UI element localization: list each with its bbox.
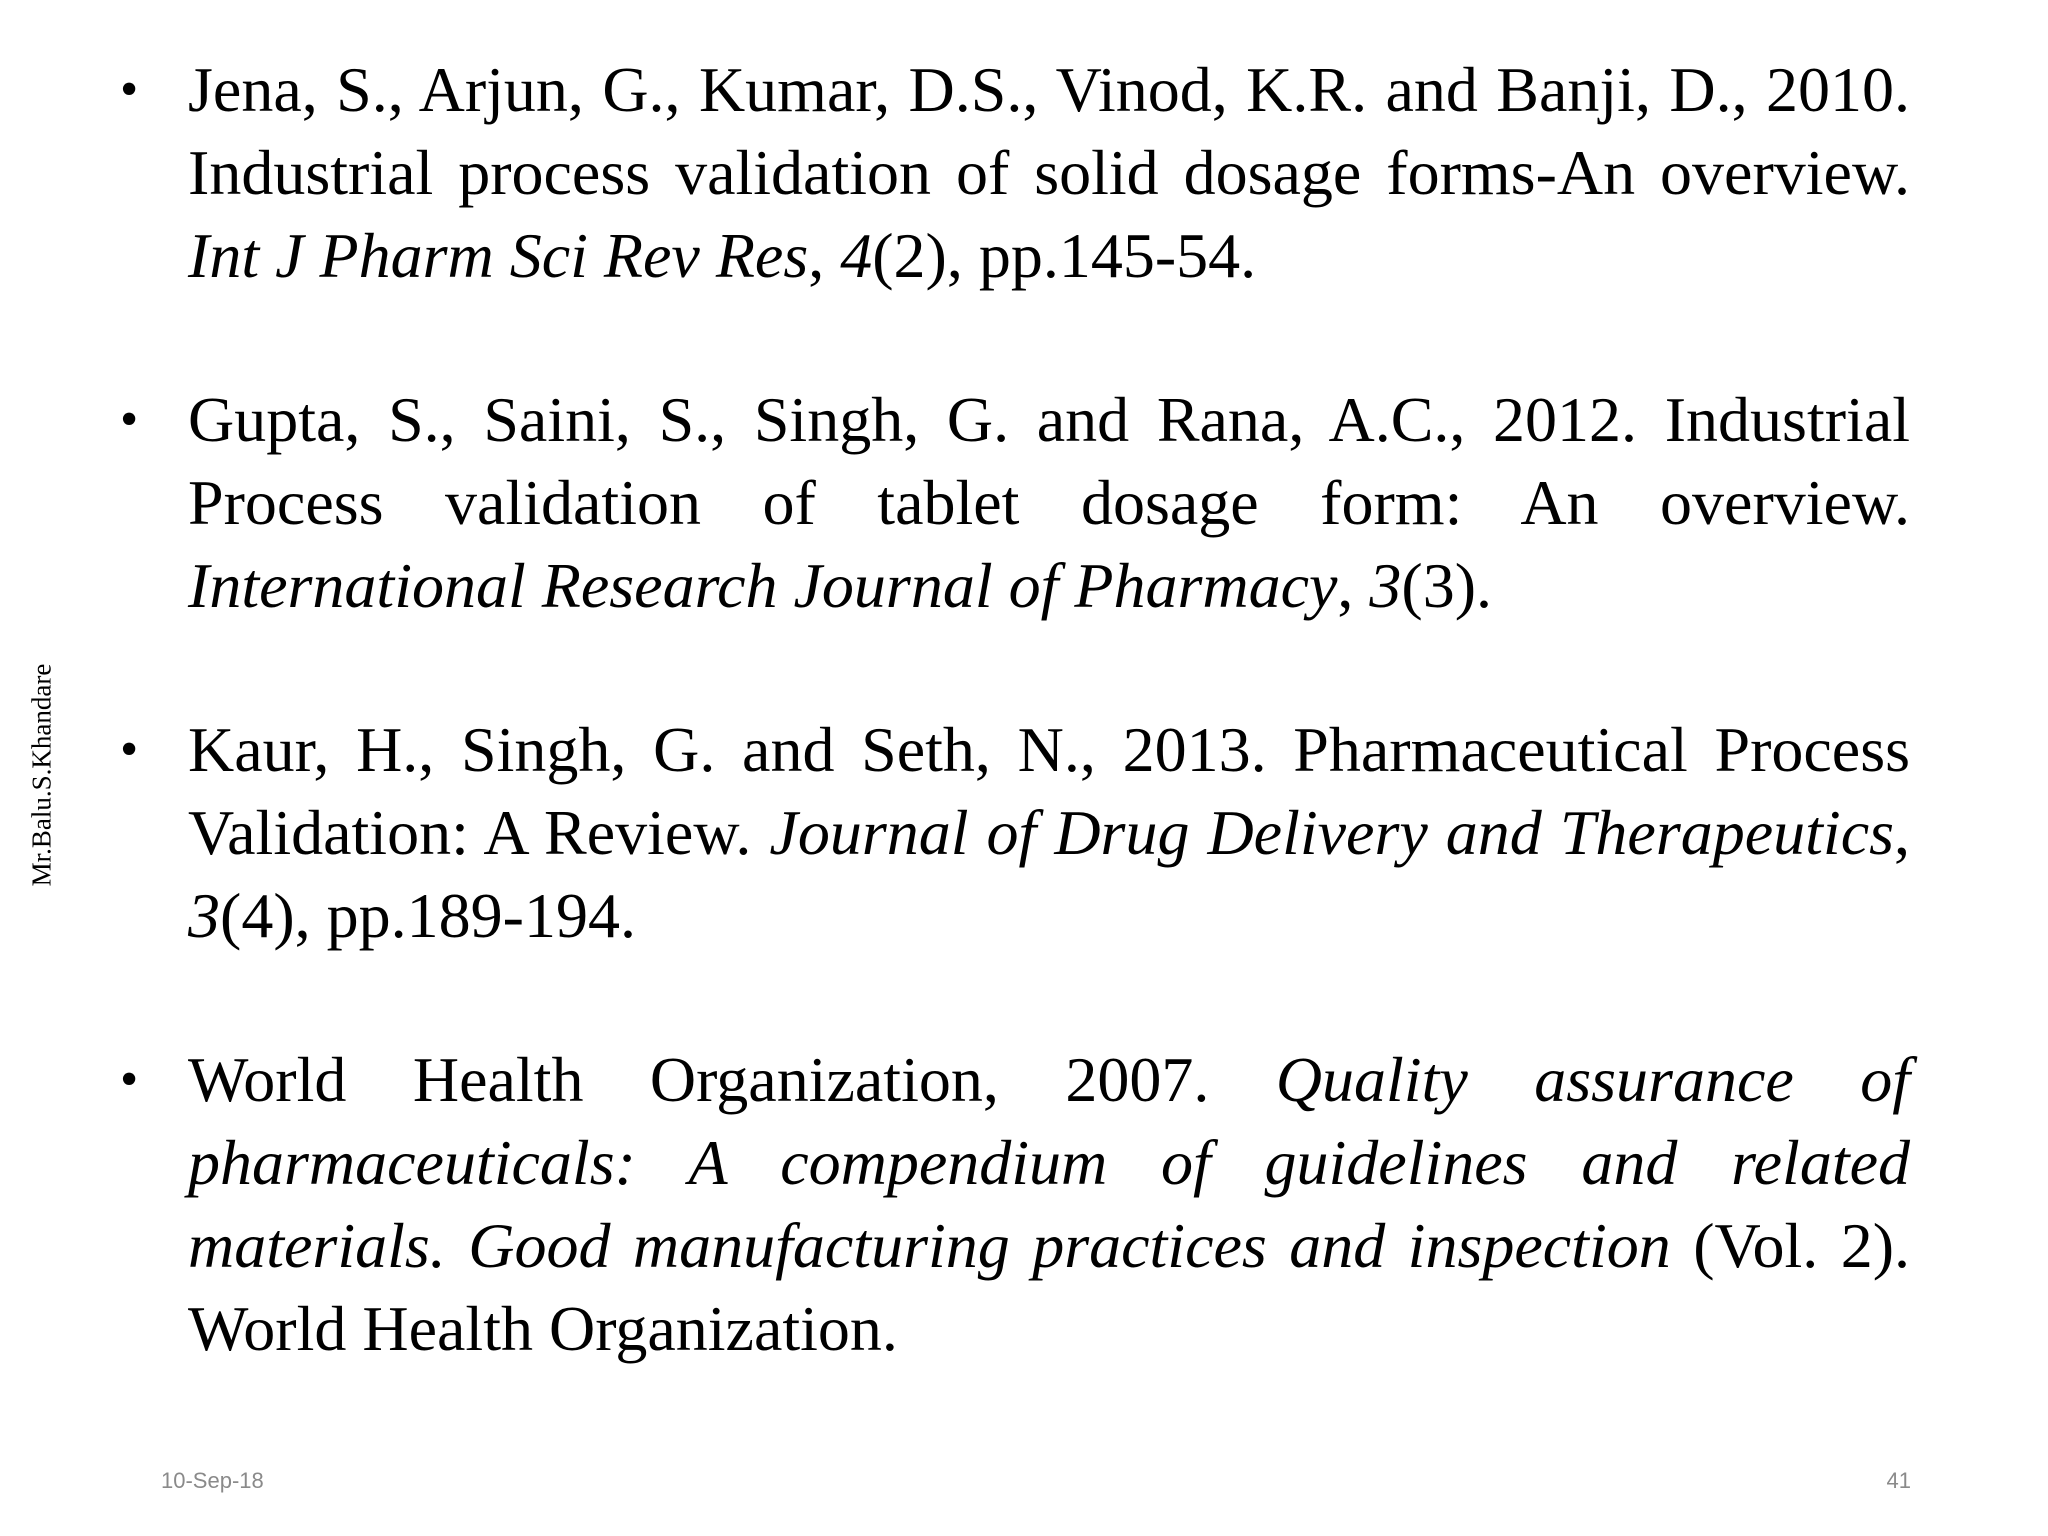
reference-authors-year: Jena, S., Arjun, G., Kumar, D.S., Vinod, K.R. and Banji, D., 2010. Industrial process validation of solid dosage forms-An overview.: [188, 54, 1910, 208]
reference-tail: (3).: [1401, 550, 1493, 621]
reference-tail: (4), pp.189-194.: [220, 880, 636, 951]
reference-item: [120, 1038, 1910, 1370]
bullet-icon: •: [120, 1051, 139, 1108]
bullet-icon: •: [120, 391, 139, 448]
reference-item: [120, 708, 1910, 957]
author-vertical-label: Mr.Balu.S.Khandare: [26, 663, 57, 887]
page-number: 41: [1886, 1468, 1911, 1493]
reference-journal: Journal of Drug Delivery and Therapeutics: [769, 797, 1895, 868]
reference-journal: Int J Pharm Sci Rev Res: [188, 220, 809, 291]
bullet-icon: •: [120, 61, 139, 118]
reference-authors-year: Kaur, H., Singh, G. and Seth, N., 2013. Pharmaceutical Process Validation: A Review.: [188, 714, 1910, 868]
reference-volume: 3: [1369, 550, 1402, 621]
footer-date: 10-Sep-18: [161, 1468, 264, 1493]
reference-volume: 3: [188, 880, 220, 951]
reference-authors-year: World Health Organization, 2007.: [188, 1044, 1276, 1115]
reference-separator: ,: [1894, 797, 1911, 868]
reference-separator: ,: [1337, 550, 1370, 621]
reference-separator: ,: [808, 220, 841, 291]
reference-list: [120, 48, 1910, 1370]
reference-tail: (2), pp.145-54.: [872, 220, 1257, 291]
reference-authors-year: Gupta, S., Saini, S., Singh, G. and Rana, A.C., 2012. Industrial Process validation of tablet dosage form: An overview.: [188, 384, 1910, 538]
reference-item: [120, 48, 1910, 297]
reference-journal: International Research Journal of Pharmacy: [188, 550, 1338, 621]
reference-item: [120, 378, 1910, 627]
reference-tail: (Vol. 2). World Health Organization.: [188, 1210, 1911, 1364]
bullet-icon: •: [120, 721, 139, 778]
reference-volume: 4: [840, 220, 873, 291]
reference-journal: Quality assurance of pharmaceuticals: A compendium of guidelines and related materials. Good manufacturing practices and inspection: [188, 1044, 1910, 1281]
